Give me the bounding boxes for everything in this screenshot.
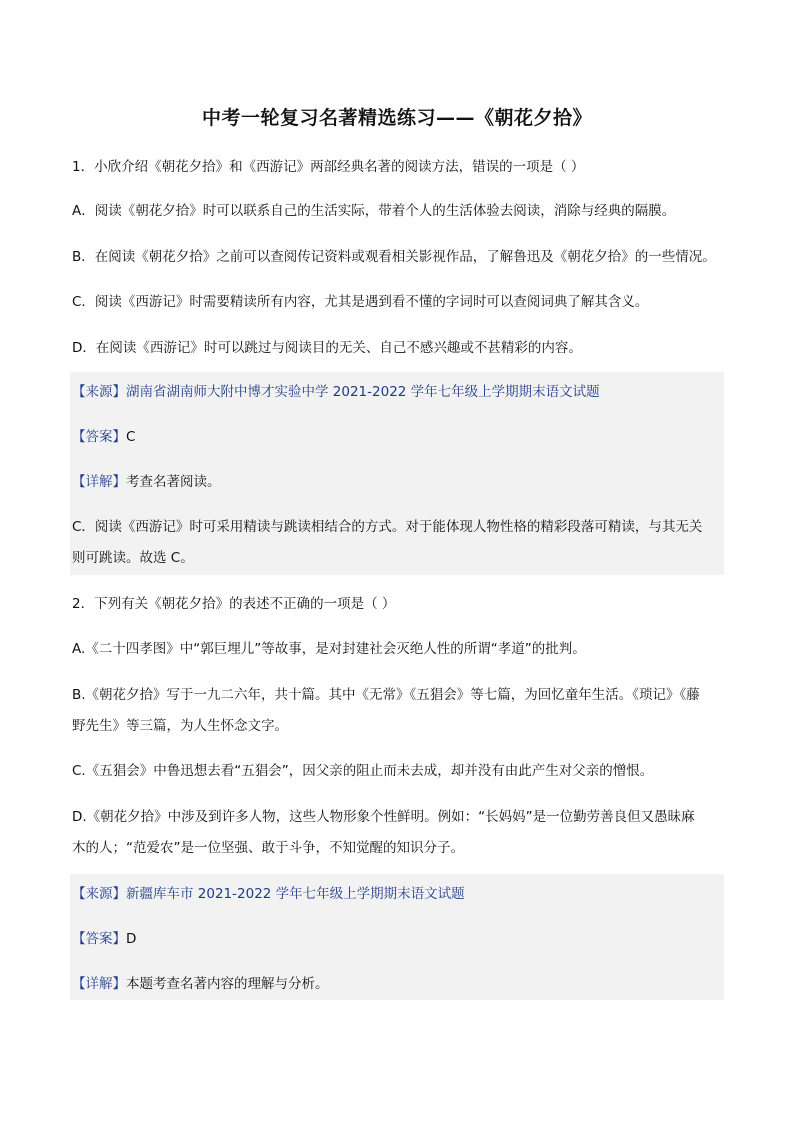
question-2-option-b-line-1: B.《朝花夕拾》写于一九二六年，共十篇。其中《无常》《五猖会》等七篇，为回忆童年生活。《琐记》《藤 [72, 687, 700, 703]
question-2-option-a: A.《二十四孝图》中“郭巨埋儿”等故事，是对封建社会灭绝人性的所谓“孝道”的批判。 [72, 641, 586, 657]
page-title: 中考一轮复习名著精选练习——《朝花夕拾》 [201, 107, 592, 129]
question-2-option-b-line-2: 野先生》等三篇，为人生怀念文字。 [72, 718, 288, 734]
answer-text: C [126, 429, 136, 445]
question-1-detail [72, 471, 724, 493]
question-1-option-a: A．阅读《朝花夕拾》时可以联系自己的生活实际，带着个人的生活体验去阅读，消除与经典的隔膜。 [72, 203, 676, 219]
question-1-answer [72, 426, 724, 448]
question-2-option-d-line-2: 木的人；“范爱农”是一位坚强、敢于斗争，不知觉醒的知识分子。 [72, 840, 464, 856]
source-tag: 【来源】 [72, 384, 126, 400]
source-text: 湖南省湖南师大附中博才实验中学 2021-2022 学年七年级上学期期末语文试题 [126, 384, 600, 400]
question-2-option-c: C.《五猖会》中鲁迅想去看“五猖会”，因父亲的阻止而未去成，却并没有由此产生对父亲的憎恨。 [72, 763, 654, 779]
question-1-explain-line-1: C．阅读《西游记》时可采用精读与跳读相结合的方式。对于能体现人物性格的精彩段落可精读，与其无关 [72, 519, 703, 535]
question-2-source [72, 883, 724, 905]
detail-tag: 【详解】 [72, 474, 126, 490]
answer-tag: 【答案】 [72, 931, 126, 947]
question-1-option-b: B．在阅读《朝花夕拾》之前可以查阅传记资料或观看相关影视作品，了解鲁迅及《朝花夕拾》的一些情况。 [72, 249, 716, 265]
answer-text: D [126, 931, 137, 947]
answer-tag: 【答案】 [72, 429, 126, 445]
detail-tag: 【详解】 [72, 976, 126, 992]
question-1-option-c: C．阅读《西游记》时需要精读所有内容，尤其是遇到看不懂的字词时可以查阅词典了解其含义。 [72, 294, 649, 310]
question-1-option-d: D．在阅读《西游记》时可以跳过与阅读目的无关、自己不感兴趣或不甚精彩的内容。 [72, 340, 582, 356]
question-1-stem: 1．小欣介绍《朝花夕拾》和《西游记》两部经典名著的阅读方法，错误的一项是（ ） [72, 159, 585, 175]
source-text: 新疆库车市 2021-2022 学年七年级上学期期末语文试题 [126, 886, 465, 902]
detail-text: 本题考查名著内容的理解与分析。 [126, 976, 329, 992]
question-2-answer [72, 928, 724, 950]
question-2-stem: 2．下列有关《朝花夕拾》的表述不正确的一项是（ ） [72, 596, 396, 612]
detail-text: 考查名著阅读。 [126, 474, 221, 490]
question-2-detail [72, 973, 724, 995]
question-1-explain-line-2: 则可跳读。故选 C。 [72, 550, 194, 566]
question-2-option-d-line-1: D.《朝花夕拾》中涉及到许多人物，这些人物形象个性鲜明。例如：“长妈妈”是一位勤劳善良但又愚昧麻 [72, 809, 695, 825]
question-1-source [72, 381, 724, 403]
source-tag: 【来源】 [72, 886, 126, 902]
